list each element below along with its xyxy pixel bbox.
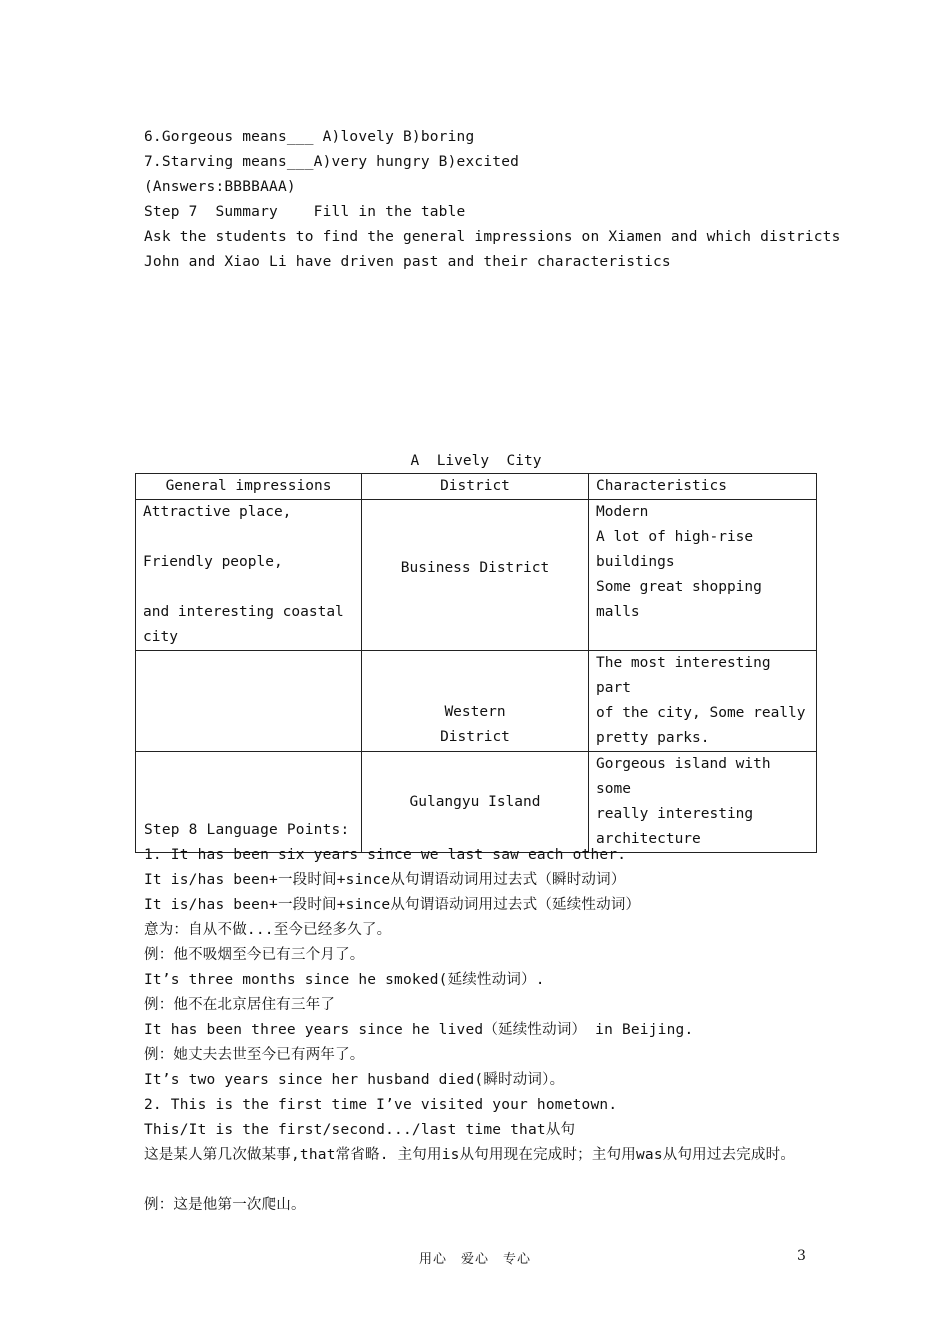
impression-line — [143, 575, 354, 600]
impression-line: Friendly people, — [143, 554, 283, 570]
example-line: It has been three years since he lived（延续性动词） in Beijing. — [144, 1022, 694, 1038]
example-line: 例：这是他第一次爬山。 — [144, 1197, 306, 1213]
district-line: Western — [444, 704, 506, 720]
characteristic-line: really interesting — [596, 806, 754, 822]
step-7-instruction-line-2: John and Xiao Li have driven past and their characteristics — [144, 254, 671, 270]
characteristic-line: pretty parks. — [596, 730, 710, 746]
impression-line: Attractive place, — [143, 504, 292, 520]
characteristic-line: The most interesting part — [596, 655, 771, 696]
header-district: District — [362, 474, 589, 500]
point-2-example: 2. This is the first time I’ve visited your hometown. — [144, 1097, 618, 1113]
table-row — [136, 651, 817, 752]
impression-line: and interesting coastal — [143, 604, 344, 620]
table-header-row — [136, 474, 817, 500]
impressions-cell — [136, 500, 362, 651]
point-1-example: 1. It has been six years since we last saw each other. — [144, 847, 627, 863]
header-general-impressions: General impressions — [136, 474, 362, 500]
impressions-cell — [136, 651, 362, 752]
characteristic-line: of the city, Some really — [596, 705, 806, 721]
step-7-heading: Step 7 Summary Fill in the table — [144, 204, 466, 220]
characteristic-line: Gorgeous island with some — [596, 756, 771, 797]
page-footer: 用心 爱心 专心 — [418, 1252, 531, 1267]
impression-line: city — [143, 629, 178, 645]
impression-line — [143, 525, 354, 550]
meaning-line: 意为：自从不做...至今已经多久了。 — [144, 922, 392, 938]
step-7-instruction-line-1: Ask the students to find the general impressions on Xiamen and which districts — [144, 229, 841, 245]
characteristic-line: Some great shopping malls — [596, 579, 762, 620]
example-line: 例：他不吸烟至今已有三个月了。 — [144, 947, 365, 963]
characteristics-cell — [589, 651, 817, 752]
example-line: It’s three months since he smoked(延续性动词）. — [144, 972, 545, 988]
pattern-line: It is/has been+一段时间+since从句谓语动词用过去式（瞬时动词） — [144, 872, 626, 888]
table-caption: A Lively City — [410, 453, 542, 469]
pattern-line: This/It is the first/second.../last time that从句 — [144, 1122, 576, 1138]
explanation-line: 这是某人第几次做某事,that常省略. 主句用is从句用现在完成时；主句用was从句用过去完成时。 — [144, 1147, 796, 1163]
district-cell: Business District — [362, 500, 589, 651]
characteristic-line: A lot of high-rise — [596, 529, 754, 545]
district-cell: Gulangyu Island — [362, 752, 589, 853]
summary-table — [135, 473, 817, 853]
characteristic-line: architecture — [596, 831, 701, 847]
characteristics-cell — [589, 500, 817, 651]
district-cell — [362, 651, 589, 752]
characteristic-line: buildings — [596, 554, 675, 570]
answers-line: (Answers:BBBBAAA) — [144, 179, 296, 195]
characteristics-cell — [589, 752, 817, 853]
question-6: 6.Gorgeous means___ A)lovely B)boring — [144, 129, 475, 145]
step-8-heading: Step 8 Language Points: — [144, 822, 350, 838]
example-line: It’s two years since her husband died(瞬时动词）。 — [144, 1072, 565, 1088]
characteristic-line: Modern — [596, 504, 649, 520]
example-line: 例：他不在北京居住有三年了 — [144, 997, 336, 1013]
example-line: 例：她丈夫去世至今已有两年了。 — [144, 1047, 365, 1063]
question-7: 7.Starving means___A)very hungry B)excited — [144, 154, 520, 170]
district-line: District — [440, 729, 510, 745]
page-number: 3 — [797, 1248, 806, 1264]
pattern-line: It is/has been+一段时间+since从句谓语动词用过去式（延续性动词） — [144, 897, 641, 913]
header-characteristics: Characteristics — [589, 474, 817, 500]
table-row — [136, 500, 817, 651]
